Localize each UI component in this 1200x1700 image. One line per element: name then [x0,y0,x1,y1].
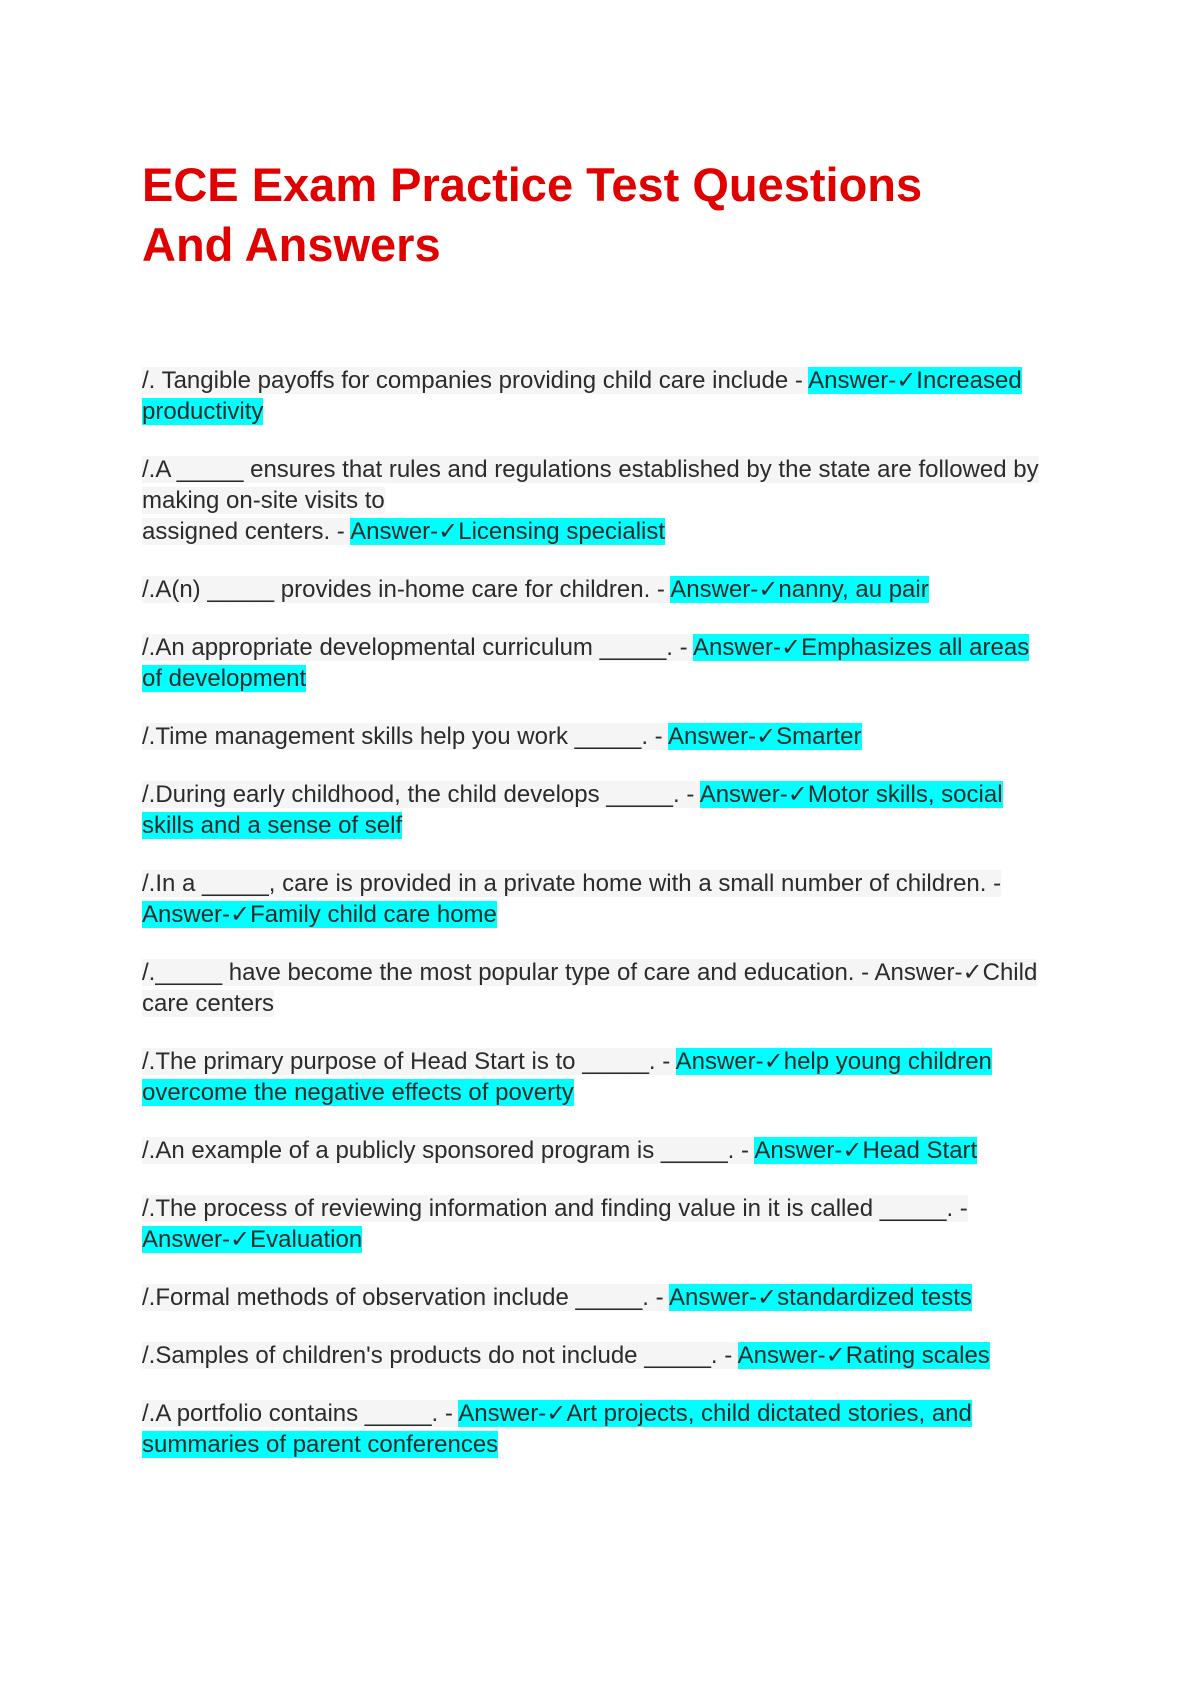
answer-text: Answer-✓Motor skills, social skills and a sense of self [142,781,1003,839]
question-text: /.The primary purpose of Head Start is to _____. - [142,1048,676,1075]
answer-text: Answer-✓Evaluation [142,1226,363,1253]
question-text: /.An appropriate developmental curriculum _____. - [142,634,693,661]
question-text: /.Samples of children's products do not include _____. - [142,1342,738,1369]
qa-item [142,957,1042,1019]
qa-item [142,779,1042,841]
question-text: /._____ have become the most popular type of care and education. - [142,959,875,986]
qa-item [142,365,1042,427]
qa-item [142,1282,1042,1313]
qa-item [142,632,1042,694]
answer-text: Answer-✓standardized tests [668,1284,972,1311]
answer-text: Answer-✓Art projects, child dictated stories, and summaries of parent conferences [142,1400,972,1458]
question-text: /.In a _____, care is provided in a private home with a small number of children. - [142,870,1002,897]
question-text: /.Time management skills help you work _____. - [142,723,669,750]
question-text: /.A _____ ensures that rules and regulations established by the state are followed by making on-site visits to [142,456,1039,514]
answer-text: Answer-✓Family child care home [142,901,497,928]
question-text: /.An example of a publicly sponsored program is _____. - [142,1137,755,1164]
answer-text: Answer-✓Emphasizes all areas of development [142,634,1030,692]
question-text: /.A portfolio contains _____. - [142,1400,459,1427]
question-text: /.During early childhood, the child develops _____. - [142,781,700,808]
document-title [142,155,1042,275]
title-line-1: ECE Exam Practice Test Questions [142,158,923,211]
question-text-continued: assigned centers. - [142,518,351,545]
question-text: /. Tangible payoffs for companies providing child care include - [142,367,809,394]
qa-item [142,574,1042,605]
title-line-2: And Answers [142,218,441,271]
qa-item [142,454,1042,547]
qa-list [142,365,1042,1460]
document-page [142,155,1042,1487]
answer-text: Answer-✓help young children overcome the negative effects of poverty [142,1048,992,1106]
answer-text: Answer-✓Rating scales [737,1342,990,1369]
qa-item [142,1340,1042,1371]
question-text: /.A(n) _____ provides in-home care for children. - [142,576,671,603]
qa-item [142,1046,1042,1108]
qa-item [142,1193,1042,1255]
question-text: /.Formal methods of observation include _____. - [142,1284,669,1311]
answer-text: Answer-✓Smarter [668,723,862,750]
answer-text: Answer-✓nanny, au pair [670,576,929,603]
answer-text: Answer-✓Increased productivity [142,367,1022,425]
qa-item [142,721,1042,752]
answer-text: Answer-✓Licensing specialist [350,518,666,545]
answer-text: Answer-✓Child care centers [142,959,1038,1017]
qa-item [142,868,1042,930]
qa-item [142,1398,1042,1460]
question-text: /.The process of reviewing information and finding value in it is called _____. - [142,1195,968,1222]
qa-item [142,1135,1042,1166]
answer-text: Answer-✓Head Start [754,1137,978,1164]
